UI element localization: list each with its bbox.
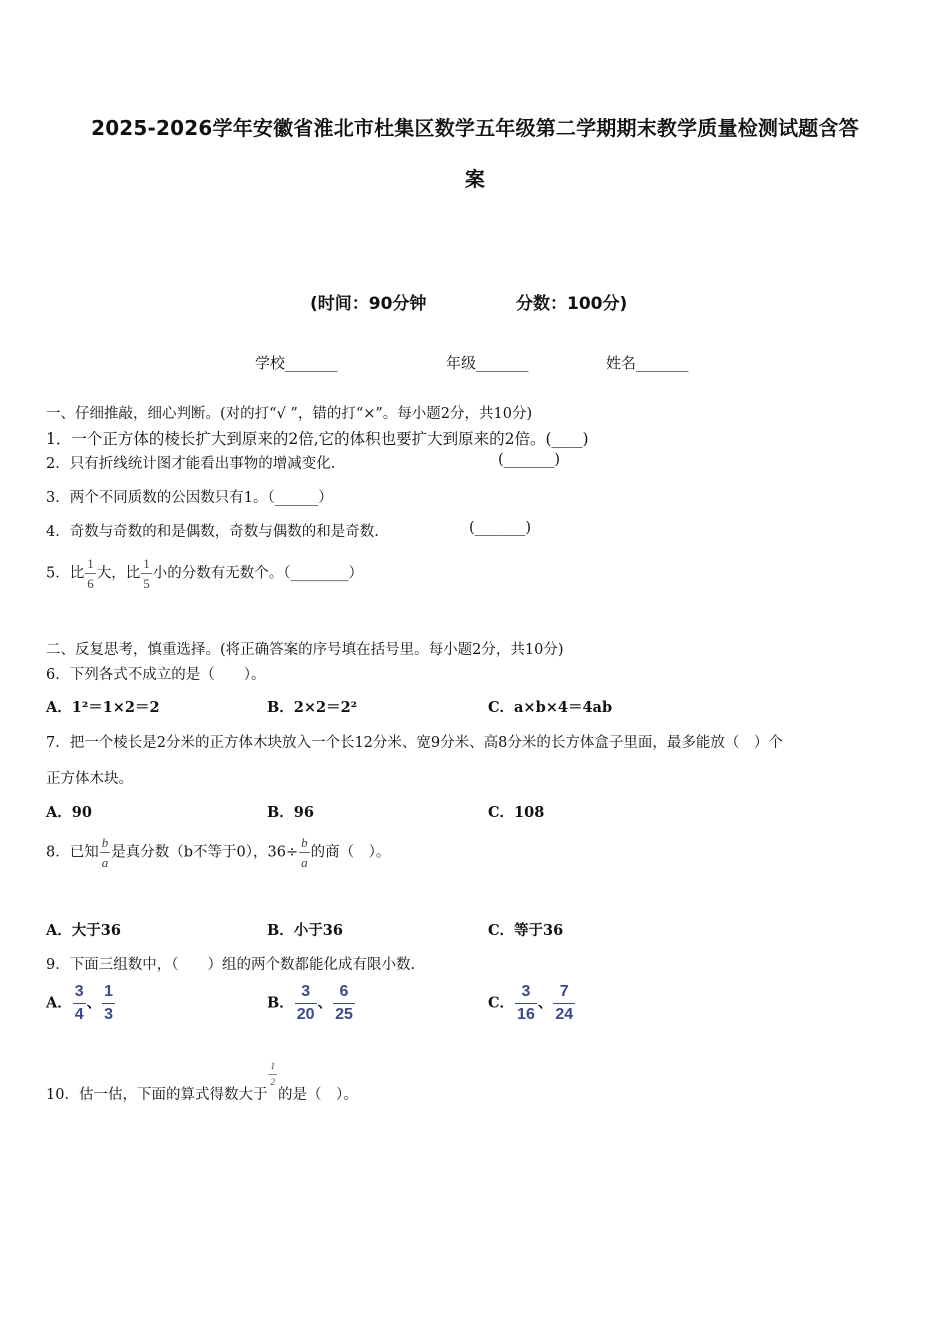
- fraction-numerator: 3: [301, 983, 311, 1000]
- fraction-one-fifth: [141, 557, 152, 590]
- question-7: 7．把一个棱长是2分米的正方体木块放入一个长12分米、宽9分米、高8分米的长方体盒子里面，最多能放（ ）个: [46, 735, 783, 751]
- fraction-denominator: 6: [85, 573, 96, 590]
- question-9-option-c: [488, 984, 576, 1023]
- question-6-option-b: B．2×2＝2²: [267, 699, 358, 716]
- exam-time: (时间：90分钟: [310, 294, 427, 314]
- question-6-option-c: C．a×b×4＝4ab: [488, 699, 613, 716]
- fraction-numerator: 7: [559, 983, 569, 1000]
- fraction-denominator: 20: [295, 1003, 317, 1023]
- section-1-heading: 一、仔细推敲，细心判断。(对的打“√ ”，错的打“×”。每小题2分，共10分): [46, 406, 533, 422]
- fraction: [295, 984, 317, 1023]
- fraction-numerator: b: [101, 835, 109, 850]
- fraction-one-sixth: [85, 557, 96, 590]
- fraction: [333, 984, 355, 1023]
- question-2: 2．只有折线统计图才能看出事物的增减变化.: [46, 456, 336, 472]
- page-title: 2025-2026学年安徽省淮北市杜集区数学五年级第二学期期末教学质量检测试题含答: [91, 116, 859, 140]
- option-label: A．: [46, 994, 72, 1012]
- separator: 、: [86, 994, 102, 1012]
- question-7-option-c: C．108: [488, 804, 545, 821]
- question-4: 4．奇数与奇数的和是偶数，奇数与偶数的和是奇数.: [46, 524, 379, 540]
- page-title-continued: 案: [464, 167, 486, 191]
- section-2-heading: 二、反复思考，慎重选择。(将正确答案的序号填在括号里。每小题2分，共10分): [46, 642, 564, 658]
- question-10: [46, 1062, 358, 1104]
- fraction: [515, 984, 537, 1023]
- question-8-option-c: C．等于36: [488, 922, 564, 939]
- question-4-blank: (_______): [469, 520, 532, 536]
- question-8-text-a: 8．已知: [46, 844, 99, 861]
- fraction-denominator: 24: [553, 1003, 575, 1023]
- fraction-denominator: 25: [333, 1003, 355, 1023]
- fraction-b-over-a: [299, 836, 310, 869]
- question-5: [46, 557, 363, 590]
- question-8-option-b: B．小于36: [267, 922, 343, 939]
- fraction: [102, 984, 115, 1023]
- question-8-option-a: A．大于36: [46, 922, 121, 939]
- question-8-text-b: 是真分数（b不等于0），36÷: [111, 844, 299, 861]
- fraction-one-half: [268, 1062, 277, 1087]
- option-label: B．: [267, 994, 294, 1012]
- fraction: [73, 984, 86, 1023]
- grade-field: 年级_______: [446, 354, 529, 372]
- fraction-denominator: 5: [141, 573, 152, 590]
- fraction-numerator: 3: [74, 983, 84, 1000]
- fraction-denominator: 2: [268, 1074, 277, 1087]
- question-7-continued: 正方体木块。: [46, 771, 133, 787]
- question-5-text-b: 大，比: [96, 565, 141, 582]
- question-5-text-a: 5．比: [46, 565, 85, 582]
- question-2-blank: (_______): [498, 452, 561, 468]
- question-6-option-a: A．1²＝1×2＝2: [46, 699, 160, 716]
- question-10-text-b: 的是（ ）。: [277, 1087, 358, 1103]
- name-field: 姓名_______: [606, 354, 689, 372]
- question-8: [46, 836, 390, 869]
- fraction-denominator: 16: [515, 1003, 537, 1023]
- school-field: 学校_______: [255, 354, 338, 372]
- question-7-option-b: B．96: [267, 804, 314, 821]
- fraction-numerator: b: [301, 835, 308, 850]
- question-3: 3．两个不同质数的公因数只有1。（______）: [46, 490, 333, 506]
- exam-score: 分数：100分): [516, 294, 628, 314]
- fraction-numerator: 1: [87, 556, 94, 571]
- fraction-numerator: 1: [270, 1061, 275, 1071]
- fraction-denominator: 4: [73, 1003, 86, 1023]
- fraction-denominator: a: [299, 852, 310, 869]
- fraction-b-over-a: [100, 836, 111, 869]
- separator: 、: [317, 994, 333, 1012]
- fraction-numerator: 6: [339, 983, 349, 1000]
- question-1: 1．一个正方体的棱长扩大到原来的2倍,它的体积也要扩大到原来的2倍。(____): [46, 430, 589, 448]
- option-label: C．: [488, 994, 515, 1012]
- question-9-option-a: [46, 984, 116, 1023]
- question-9-option-b: [267, 984, 356, 1023]
- fraction-denominator: 3: [102, 1003, 115, 1023]
- question-8-text-c: 的商（ ）。: [310, 844, 391, 861]
- fraction-numerator: 1: [143, 556, 150, 571]
- question-7-option-a: A．90: [46, 804, 92, 821]
- question-9: 9．下面三组数中，（ ）组的两个数都能化成有限小数.: [46, 957, 416, 973]
- question-6: 6．下列各式不成立的是（ ）。: [46, 667, 266, 683]
- fraction-denominator: a: [100, 852, 111, 869]
- fraction-numerator: 3: [521, 983, 531, 1000]
- question-5-text-c: 小的分数有无数个。（________）: [152, 565, 363, 582]
- fraction-numerator: 1: [104, 983, 114, 1000]
- separator: 、: [537, 994, 553, 1012]
- question-10-text-a: 10．估一估，下面的算式得数大于: [46, 1087, 268, 1103]
- fraction: [553, 984, 575, 1023]
